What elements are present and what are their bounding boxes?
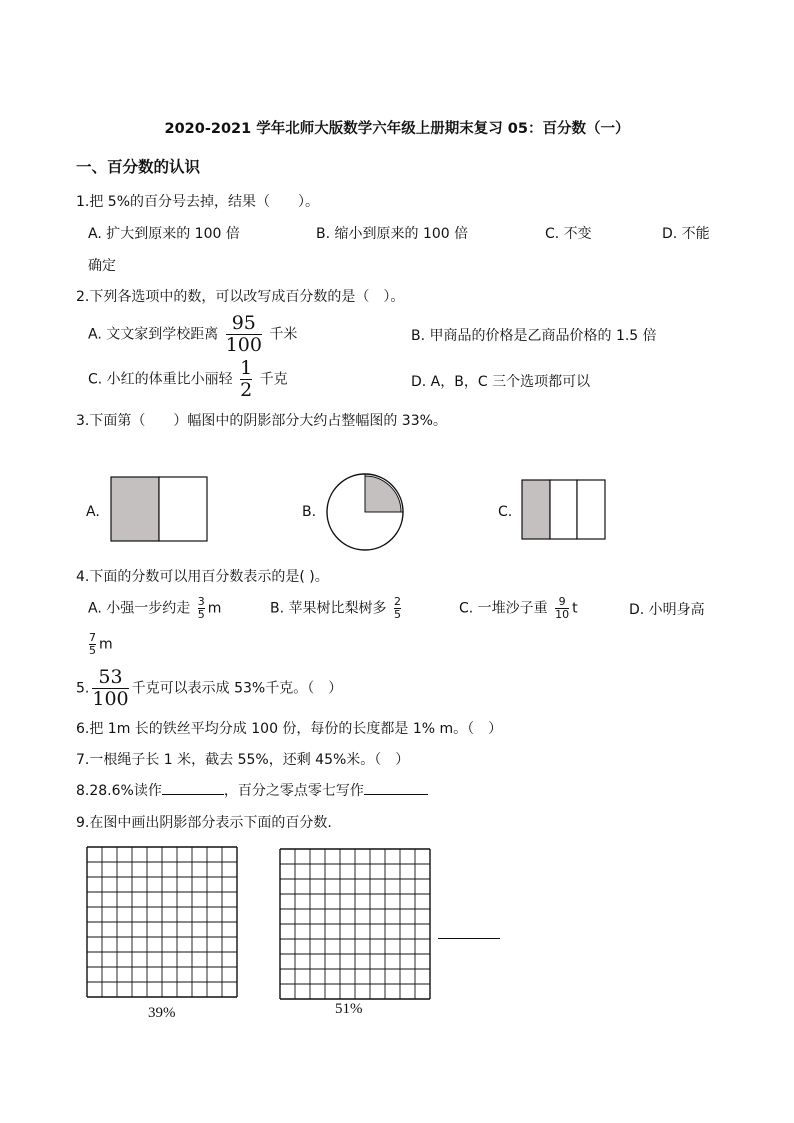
q4-c-suffix: t	[572, 600, 578, 617]
q9-grid-51[interactable]	[279, 848, 431, 1000]
q3-b-shaded-quarter	[365, 476, 401, 512]
q2-option-b[interactable]: B. 甲商品的价格是乙商品价格的 1.5 倍	[411, 328, 657, 344]
question-7: 7.一根绳子长 1 米，截去 55%，还剩 45%米。（ ）	[76, 752, 410, 768]
q4-d-fraction	[89, 632, 96, 657]
question-1: 1.把 5%的百分号去掉，结果（ ）。	[76, 194, 320, 210]
q4-b-prefix: B. 苹果树比梨树多	[270, 600, 387, 617]
q1-option-d-continued: 确定	[88, 258, 116, 274]
q4-a-fraction	[198, 596, 205, 621]
q8-part2: ，百分之零点零七写作	[223, 783, 364, 799]
q2-a-fraction	[226, 313, 262, 356]
q4-c-fraction	[555, 596, 569, 621]
q4-d-denominator: 5	[89, 644, 96, 657]
q2-a-numerator: 95	[231, 312, 256, 334]
q4-option-a[interactable]	[88, 596, 221, 621]
q5-prefix: 5.	[76, 680, 90, 697]
q2-a-denominator: 100	[225, 334, 262, 356]
q8-part1: 8.28.6%读作	[76, 783, 162, 799]
q3-label-a[interactable]: A.	[86, 504, 100, 520]
question-5	[76, 667, 342, 710]
q4-a-prefix: A. 小强一步约走	[88, 600, 191, 617]
q3-c-middle-part	[550, 480, 577, 539]
q2-option-c[interactable]	[88, 358, 288, 401]
q5-text: 千克可以表示成 53%千克。（ ）	[131, 680, 343, 697]
q4-b-denominator: 5	[393, 608, 401, 621]
question-2: 2.下列各选项中的数，可以改写成百分数的是（ ）。	[76, 289, 405, 305]
q3-figure-b	[324, 471, 406, 553]
q1-option-b[interactable]: B. 缩小到原来的 100 倍	[316, 226, 469, 242]
question-9: 9.在图中画出阴影部分表示下面的百分数.	[76, 815, 332, 831]
q3-c-shaded-part	[522, 480, 550, 539]
q8-answer-blank-1[interactable]	[162, 794, 224, 795]
q2-c-denominator: 2	[240, 379, 253, 401]
q4-option-d-continued	[86, 632, 113, 657]
section-heading: 一、百分数的认识	[76, 158, 201, 176]
q1-option-d[interactable]: D. 不能	[662, 226, 710, 242]
q3-figure-c	[521, 479, 607, 541]
q2-option-d[interactable]: D. A，B，C 三个选项都可以	[411, 374, 591, 390]
q1-option-a[interactable]: A. 扩大到原来的 100 倍	[88, 226, 240, 242]
q8-answer-blank-2[interactable]	[364, 794, 428, 795]
q4-option-d[interactable]: D. 小明身高	[629, 602, 705, 618]
q1-option-c[interactable]: C. 不变	[545, 226, 592, 242]
q3-c-right-part	[577, 480, 605, 539]
q3-label-b[interactable]: B.	[302, 504, 317, 520]
question-6: 6.把 1m 长的铁丝平均分成 100 份，每份的长度都是 1% m。（ ）	[76, 721, 503, 737]
q4-b-numerator: 2	[393, 595, 401, 608]
q3-a-blank-part	[159, 477, 207, 541]
q4-c-denominator: 10	[555, 608, 570, 621]
q9-answer-line[interactable]	[438, 938, 500, 939]
q4-b-fraction	[394, 596, 401, 621]
q4-a-denominator: 5	[197, 608, 205, 621]
q2-a-suffix: 千米	[269, 326, 298, 343]
q2-c-fraction	[240, 358, 252, 401]
q9-grid-39[interactable]	[86, 846, 238, 998]
q5-numerator: 53	[98, 666, 123, 688]
q2-c-suffix: 千克	[259, 371, 288, 388]
q5-fraction	[92, 667, 128, 710]
q4-c-prefix: C. 一堆沙子重	[459, 600, 548, 617]
q3-a-shaded-part	[111, 477, 159, 541]
q4-d-numerator: 7	[89, 631, 96, 644]
q4-option-c[interactable]	[459, 596, 578, 621]
q4-c-numerator: 9	[558, 595, 566, 608]
q4-a-numerator: 3	[197, 595, 205, 608]
question-3: 3.下面第（ ）幅图中的阴影部分大约占整幅图的 33%。	[76, 413, 447, 429]
page-title: 2020-2021 学年北师大版数学六年级上册期末复习 05：百分数（一）	[164, 121, 630, 137]
q2-c-prefix: C. 小红的体重比小丽轻	[88, 371, 233, 388]
q5-denominator: 100	[92, 688, 129, 710]
q4-d-suffix: m	[99, 636, 113, 653]
q4-a-suffix: m	[207, 600, 222, 617]
q2-c-numerator: 1	[240, 357, 253, 379]
q2-a-prefix: A. 文文家到学校距离	[88, 326, 219, 343]
q4-option-b[interactable]	[270, 596, 404, 621]
q3-figure-a	[110, 476, 210, 542]
q2-option-a[interactable]	[88, 313, 297, 356]
q9-grid2-label: 51%	[335, 1001, 363, 1017]
question-4: 4.下面的分数可以用百分数表示的是( )。	[76, 569, 329, 585]
question-8	[76, 780, 428, 800]
q9-grid1-label: 39%	[148, 1005, 176, 1021]
q3-label-c[interactable]: C.	[498, 504, 513, 520]
